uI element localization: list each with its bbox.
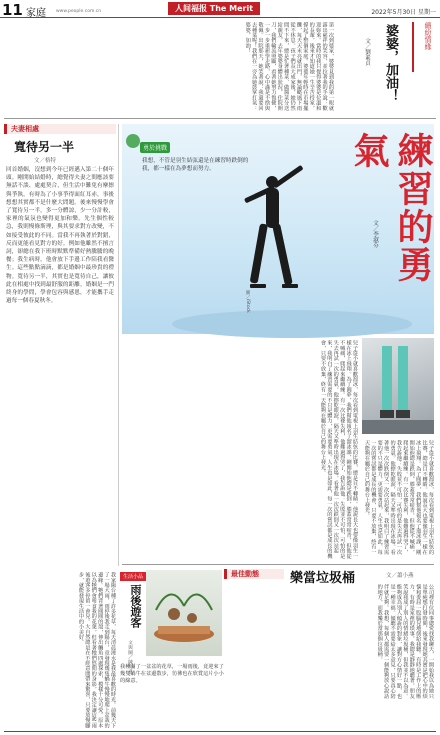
bottom-story-title: 樂當垃圾桶 [290, 571, 356, 586]
escalator-photo [362, 338, 434, 434]
snail-photo [146, 570, 222, 656]
column-divider [118, 124, 119, 566]
left-column-author: 文／格特 [34, 158, 57, 164]
top-story-tag [412, 22, 434, 72]
top-story-title [346, 24, 406, 114]
left-section-label: 夫妻相處 [4, 124, 116, 134]
clover-icon [126, 134, 140, 148]
left-column-body: 回首婚姻，沒想到今年已經邁入第二十個年頭。剛開始結婚時，總覺得夫妻之間應該要無話不談、處處契合，但生活中難免有摩擦與爭執。有時為了小事爭得面紅耳赤，事後想想其實都不是什麼大問題。後來慢慢學會了寬待另一半，多一分體諒，少一分計較，家裡的氣氛也變得更加和樂。先生個性較急，我則慢條斯理，與其要求對方改變，不如接受彼此的不同。當我不再執著於對錯，反而更能看見對方的好。例如他雖然不擅言詞，卻總在我下班時默默準備好熱騰騰的晚餐；我生病時，他會放下手邊工作陪我看醫生。這些點點滴滴，都是婚姻中最珍貴的禮物。寬待另一半，其實也是寬待自己，讓彼此在相處中找到最舒服的距離。婚姻是一門終身的學問，學會包容與感恩，才能攜手走過每一個春夏秋冬。 [6, 167, 114, 305]
column-tag: 繽紛情緣 [424, 22, 432, 50]
page-header [0, 0, 440, 26]
life-story-author: 文與圖／陳明君 [127, 640, 132, 674]
feature-body: 兒子從小就喜歡溜冰，每次看到電視上羽生結弦的比賽，總是目不轉睛。他說長大也要像羽生一樣在冰上飛翔。為了圓夢，我們幫他報名了溜冰課，剛開始他總是跌倒，膝蓋常常瘀青，但他從不喊痛，爬起來繼續練。有一次比賽失利，他難過得哭了，我告訴他：失敗並不可怕，可怕的是失去再試一次的勇氣。他擦乾眼淚，隔天又準時出現在冰場。看著他一次次跌倒又一次次站起來，我明白了練習需要的不只是體力，更需要勇氣。人生也是如此，每一次的嘗試都是成長的機會，只要不放棄，終有一天能夠在屬於自己的舞台上發光。 [319, 340, 358, 559]
divider-line-2 [122, 564, 434, 565]
issue-date: 2022年5月30日 星期一 [371, 9, 436, 16]
feature-badge: 勇於挑戰 [140, 142, 170, 153]
feature-author: 文／李淑芬 [372, 220, 378, 248]
life-story-body: 我家陽台種了許多花草，每天清晨澆水是我最喜歡的時光。前幾天下了一場大雨，雨停後我走到陽台，竟發現幾隻蝸牛慢慢地爬上盆栽的邊緣。牠們背著圓圓的殼，伸出觸角四處探索，模樣十分可愛。原本以為牠們會啃食我的花葉，但看著牠們悠閒的身影，我決定讓這些雨後遊客多停留一會兒。大自然總是在不經意間帶來驚喜，只要放慢腳步，就能發現生活中的小美好。 [77, 572, 116, 728]
bottom-story-author: 文／蕭小燕 [386, 573, 414, 579]
site-url: www.people.com.cn [56, 9, 102, 14]
top-story-headline: 婆婆，加油！ [383, 24, 398, 102]
feature-body-continued: 兒子從小就喜歡溜冰，每次看到電視上羽生結弦的比賽，總是目不轉睛。他說長大也要像羽生一樣在冰上飛翔。為了圓夢，我們幫他報名了溜冰課，剛開始他總是跌倒，膝蓋常常瘀青，但他從不喊痛，爬起來繼續練。有一次比賽失利，他難過得哭了，我告訴他：失敗並不可怕，可怕的是失去再試一次的勇氣。他擦乾眼淚，隔天又準時出現在冰場。看著他一次次跌倒又一次次站起來，我明白了練習需要的不只是體力，更需要勇氣。人生也是如此，每一次的嘗試都是成長的機會，只要不放棄，終有一天能夠在屬於自己的舞台上發光。 [363, 440, 434, 555]
page-number: 11 [2, 1, 23, 19]
top-story-author: 文／劉素貞 [364, 38, 370, 66]
life-story-badge: 生活小品 [120, 572, 146, 581]
feature-title: 練習的勇氣 [348, 132, 433, 284]
life-story-caption: 我種滿了一盆盆的花草，一場雨後，竟迎來了幾隻蝸牛在盆邊散步，彷彿也在欣賞這片小小的綠意。 [120, 664, 224, 684]
top-story-body: 第一次到婆家，婆婆見到我的第一眼就露出慈祥的笑容，並拉著我的手說：歡迎妳來。當時的我只覺得婆婆是位溫和的長輩，後來才知道她一生辛苦持家，撐起了整個家庭。婆婆年輕時在市場擺攤，每天天未亮就出門，無論颳風下雨從不休息。孩子們長大成家後，她仍然閒不下來，總是忙著種菜、做醬菜分送給親友。去年婆婆身體出狀況，住院開刀，我們輪流照顧，看著她努力復健，一步一步重新學走路，心中滿是不捨與敬佩。出院那天，她笑著說：我還要回去種菜呢！我們在一旁為她鼓掌打氣：婆婆，加油！ [244, 22, 334, 111]
newspaper-logo: 人间福报 The Merit Times [168, 2, 260, 15]
photo-credit: 圖／iStock [245, 290, 250, 313]
feature-caption: 我想，不管是羽生結弦還是在練習時跌倒的我，都一樣在為夢想而努力。 [142, 158, 249, 172]
bottom-story-body: 公司裡有位同事總愛找我聊天，一開始我以為她只是單純想打發時間，後來發現她其實是把心中的煩惱和委屈一股腦兒地倒給我聽。有時是工作上的壓力，有時是家裡的瑣事，我總是靜靜地聽著。朋友笑說我成了別人的情緒垃圾桶，但我並不以為意。能夠成為別人傾訴的對象，讓對方心情好一點，也是一種幸福。傾聽不需要給太多意見，只要真心陪伴就足夠。我想，每個人都需要一個能夠放心說話的地方，而我樂於當那個垃圾桶。 [376, 584, 434, 699]
section-name: 家庭 [26, 8, 46, 19]
footer-line [4, 731, 436, 732]
left-column-title: 寬待另一半 [14, 140, 75, 154]
divider-line [4, 118, 436, 119]
bottom-section-label: 最佳動態 [224, 569, 284, 579]
life-story-title: 雨後遊客 [129, 584, 142, 628]
